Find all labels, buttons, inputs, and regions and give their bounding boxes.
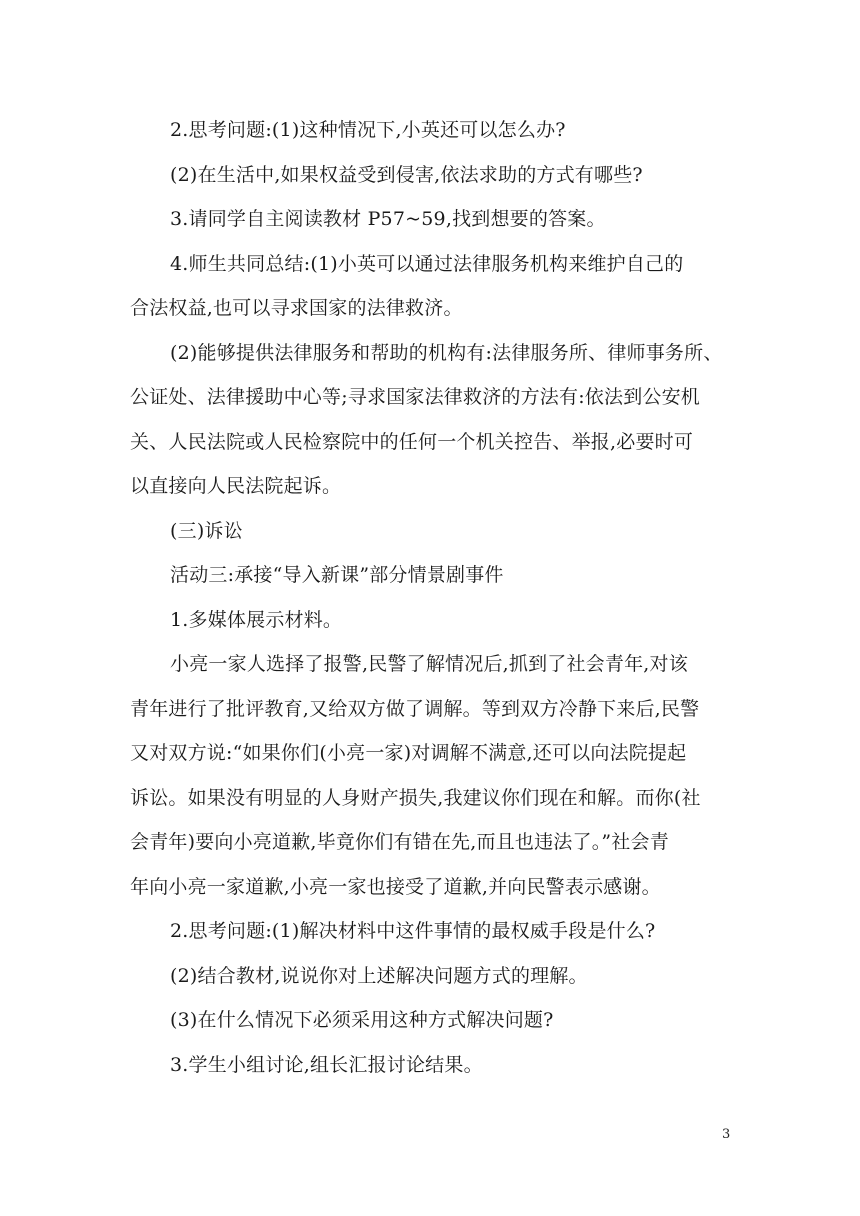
paragraph-line: 3.学生小组讨论,组长汇报讨论结果。 (170, 1053, 483, 1076)
paragraph-line: 4.师生共同总结:(1)小英可以通过法律服务机构来维护自己的 (170, 252, 684, 275)
section-heading: (三)诉讼 (170, 519, 243, 542)
paragraph-line: (2)能够提供法律服务和帮助的机构有:法律服务所、律师事务所、 (170, 341, 723, 364)
paragraph-line: 以直接向人民法院起诉。 (130, 475, 342, 497)
page-number: 3 (722, 1127, 731, 1142)
paragraph-line: 关、人民法院或人民检察院中的任何一个机关控告、举报,必要时可 (130, 430, 694, 453)
paragraph-line: 又对双方说:“如果你们(小亮一家)对调解不满意,还可以向法院提起 (130, 742, 687, 764)
paragraph-line: 3.请同学自主阅读教材 P57~59,找到想要的答案。 (170, 208, 606, 230)
paragraph-line: 公证处、法律援助中心等;寻求国家法律救济的方法有:依法到公安机 (130, 386, 701, 408)
paragraph-line: (3)在什么情况下必须采用这种方式解决问题? (170, 1009, 554, 1031)
paragraph-line: 合法权益,也可以寻求国家的法律救济。 (130, 297, 463, 319)
paragraph-line: 2.思考问题:(1)这种情况下,小英还可以怎么办? (170, 119, 566, 141)
paragraph-line: 年向小亮一家道歉,小亮一家也接受了道歉,并向民警表示感谢。 (130, 875, 661, 898)
activity-heading: 活动三:承接“导入新课”部分情景剧事件 (170, 564, 504, 586)
paragraph-line: 会青年)要向小亮道歉,毕竟你们有错在先,而且也违法了。”社会青 (130, 831, 669, 853)
paragraph-line: 2.思考问题:(1)解决材料中这件事情的最权威手段是什么? (170, 920, 656, 942)
paragraph-line: 青年进行了批评教育,又给双方做了调解。等到双方冷静下来后,民警 (130, 697, 700, 720)
paragraph-line: (2)结合教材,说说你对上述解决问题方式的理解。 (170, 964, 588, 987)
paragraph-line: (2)在生活中,如果权益受到侵害,依法求助的方式有哪些? (170, 163, 643, 186)
paragraph-line: 1.多媒体展示材料。 (170, 608, 343, 631)
document-body (130, 108, 740, 1087)
paragraph-line: 诉讼。如果没有明显的人身财产损失,我建议你们现在和解。而你(社 (130, 786, 701, 809)
paragraph-line: 小亮一家人选择了报警,民警了解情况后,抓到了社会青年,对该 (170, 653, 688, 675)
